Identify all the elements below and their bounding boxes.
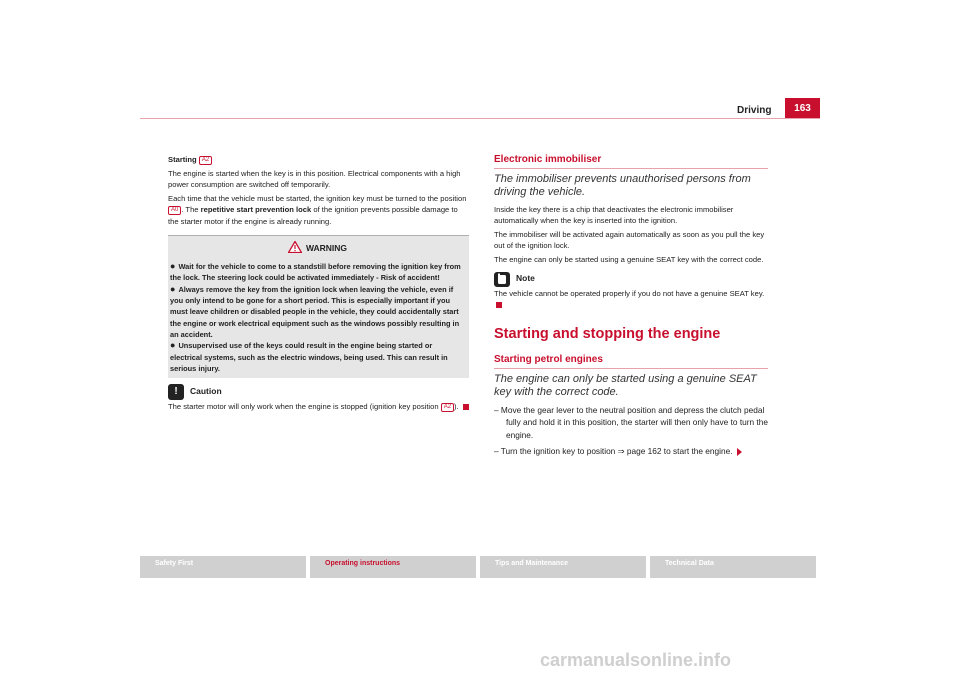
footer-tabs (140, 556, 816, 578)
repetitive-start-term: repetitive start prevention lock (200, 205, 312, 215)
header-divider (140, 118, 820, 119)
page-number: 163 (785, 98, 820, 118)
note-hand-icon (494, 272, 510, 287)
position-badge-a0: A0 (168, 206, 181, 215)
section-title: Driving (737, 105, 772, 116)
end-of-section-icon (463, 404, 469, 410)
section-divider (494, 368, 768, 369)
starting-paragraph-1: The engine is started when the key is in this position. Electrical components with a high power consumption are switched off temporarily. (168, 168, 461, 190)
caution-title: Caution (190, 386, 222, 397)
tab-safety-first[interactable]: Safety First (140, 556, 306, 578)
immobiliser-heading: Electronic immobiliser (494, 154, 602, 165)
petrol-heading: Starting petrol engines (494, 354, 603, 366)
end-of-section-icon (496, 302, 502, 308)
warning-box (168, 235, 469, 379)
position-badge-a2: A2 (199, 156, 212, 165)
tab-tips-maintenance[interactable]: Tips and Maintenance (480, 556, 646, 578)
bullet-icon: ● (170, 340, 176, 351)
petrol-lead: The engine can only be started using a genuine SEAT key with the correct code. (494, 372, 757, 399)
tab-operating-instructions[interactable]: Operating instructions (310, 556, 476, 578)
starting-label: Starting (168, 155, 197, 164)
bullet-icon: ● (170, 283, 176, 294)
instruction-step: – Move the gear lever to the neutral position and depress the clutch pedal fully and hold it in this position, the starter will then only have to turn the engine. (494, 404, 768, 440)
immobiliser-paragraph-3: The engine can only be started using a genuine SEAT key with the correct code. (494, 254, 764, 264)
caution-heading (168, 384, 469, 400)
left-column (168, 154, 469, 415)
note-title: Note (516, 273, 535, 284)
warning-title: WARNING (305, 242, 348, 253)
immobiliser-lead: The immobiliser prevents unauthorised persons from driving the vehicle. (494, 172, 751, 199)
section-divider (494, 168, 768, 169)
chapter-heading: Starting and stopping the engine (494, 325, 721, 342)
caution-text: The starter motor will only work when the engine is stopped (ignition key position A2 ). (168, 401, 469, 413)
warning-item: ● Unsupervised use of the keys could result in the engine being started or electrical systems, such as the electric windows, being used. This can result in serious injury. (170, 340, 448, 373)
warning-item: ● Wait for the vehicle to come to a standstill before removing the ignition key from the lock. The steering lock could be activated immediately - Risk of accident! (170, 261, 461, 283)
starting-line (168, 154, 469, 166)
warning-item: ● Always remove the key from the ignition lock when leaving the vehicle, even if you only intend to be gone for a short period. This is especially important if you must leave children or disabled people in the vehicle, they could accidentally start the engine or work electrical equipment such as the windows possibly resulting in an accident. (170, 283, 460, 339)
warning-heading (170, 241, 465, 257)
instruction-step: – Turn the ignition key to position ⇒ page 162 to start the engine. (494, 445, 768, 458)
continue-arrow-icon (737, 448, 742, 456)
right-column (494, 154, 768, 462)
position-badge-a2: A2 (441, 403, 454, 412)
watermark: carmanualsonline.info (540, 650, 732, 670)
starting-paragraph-2: Each time that the vehicle must be started, the ignition key must be turned to the position A0 . The repetitive start prevention lock of the ignition prevents possible damage to the starter motor if the engine is already running. (168, 193, 467, 226)
immobiliser-paragraph-1: Inside the key there is a chip that deactivates the electronic immobiliser automatically when the key is inserted into the ignition. (494, 204, 734, 226)
caution-exclamation-icon: ! (168, 384, 184, 400)
tab-technical-data[interactable]: Technical Data (650, 556, 816, 578)
bullet-icon: ● (170, 261, 176, 272)
immobiliser-paragraph-2: The immobiliser will be activated again automatically as soon as you pull the key out of the ignition lock. (494, 229, 765, 251)
warning-triangle-icon (288, 241, 302, 257)
note-text: The vehicle cannot be operated properly if you do not have a genuine SEAT key. (494, 288, 768, 311)
note-heading (494, 272, 768, 287)
